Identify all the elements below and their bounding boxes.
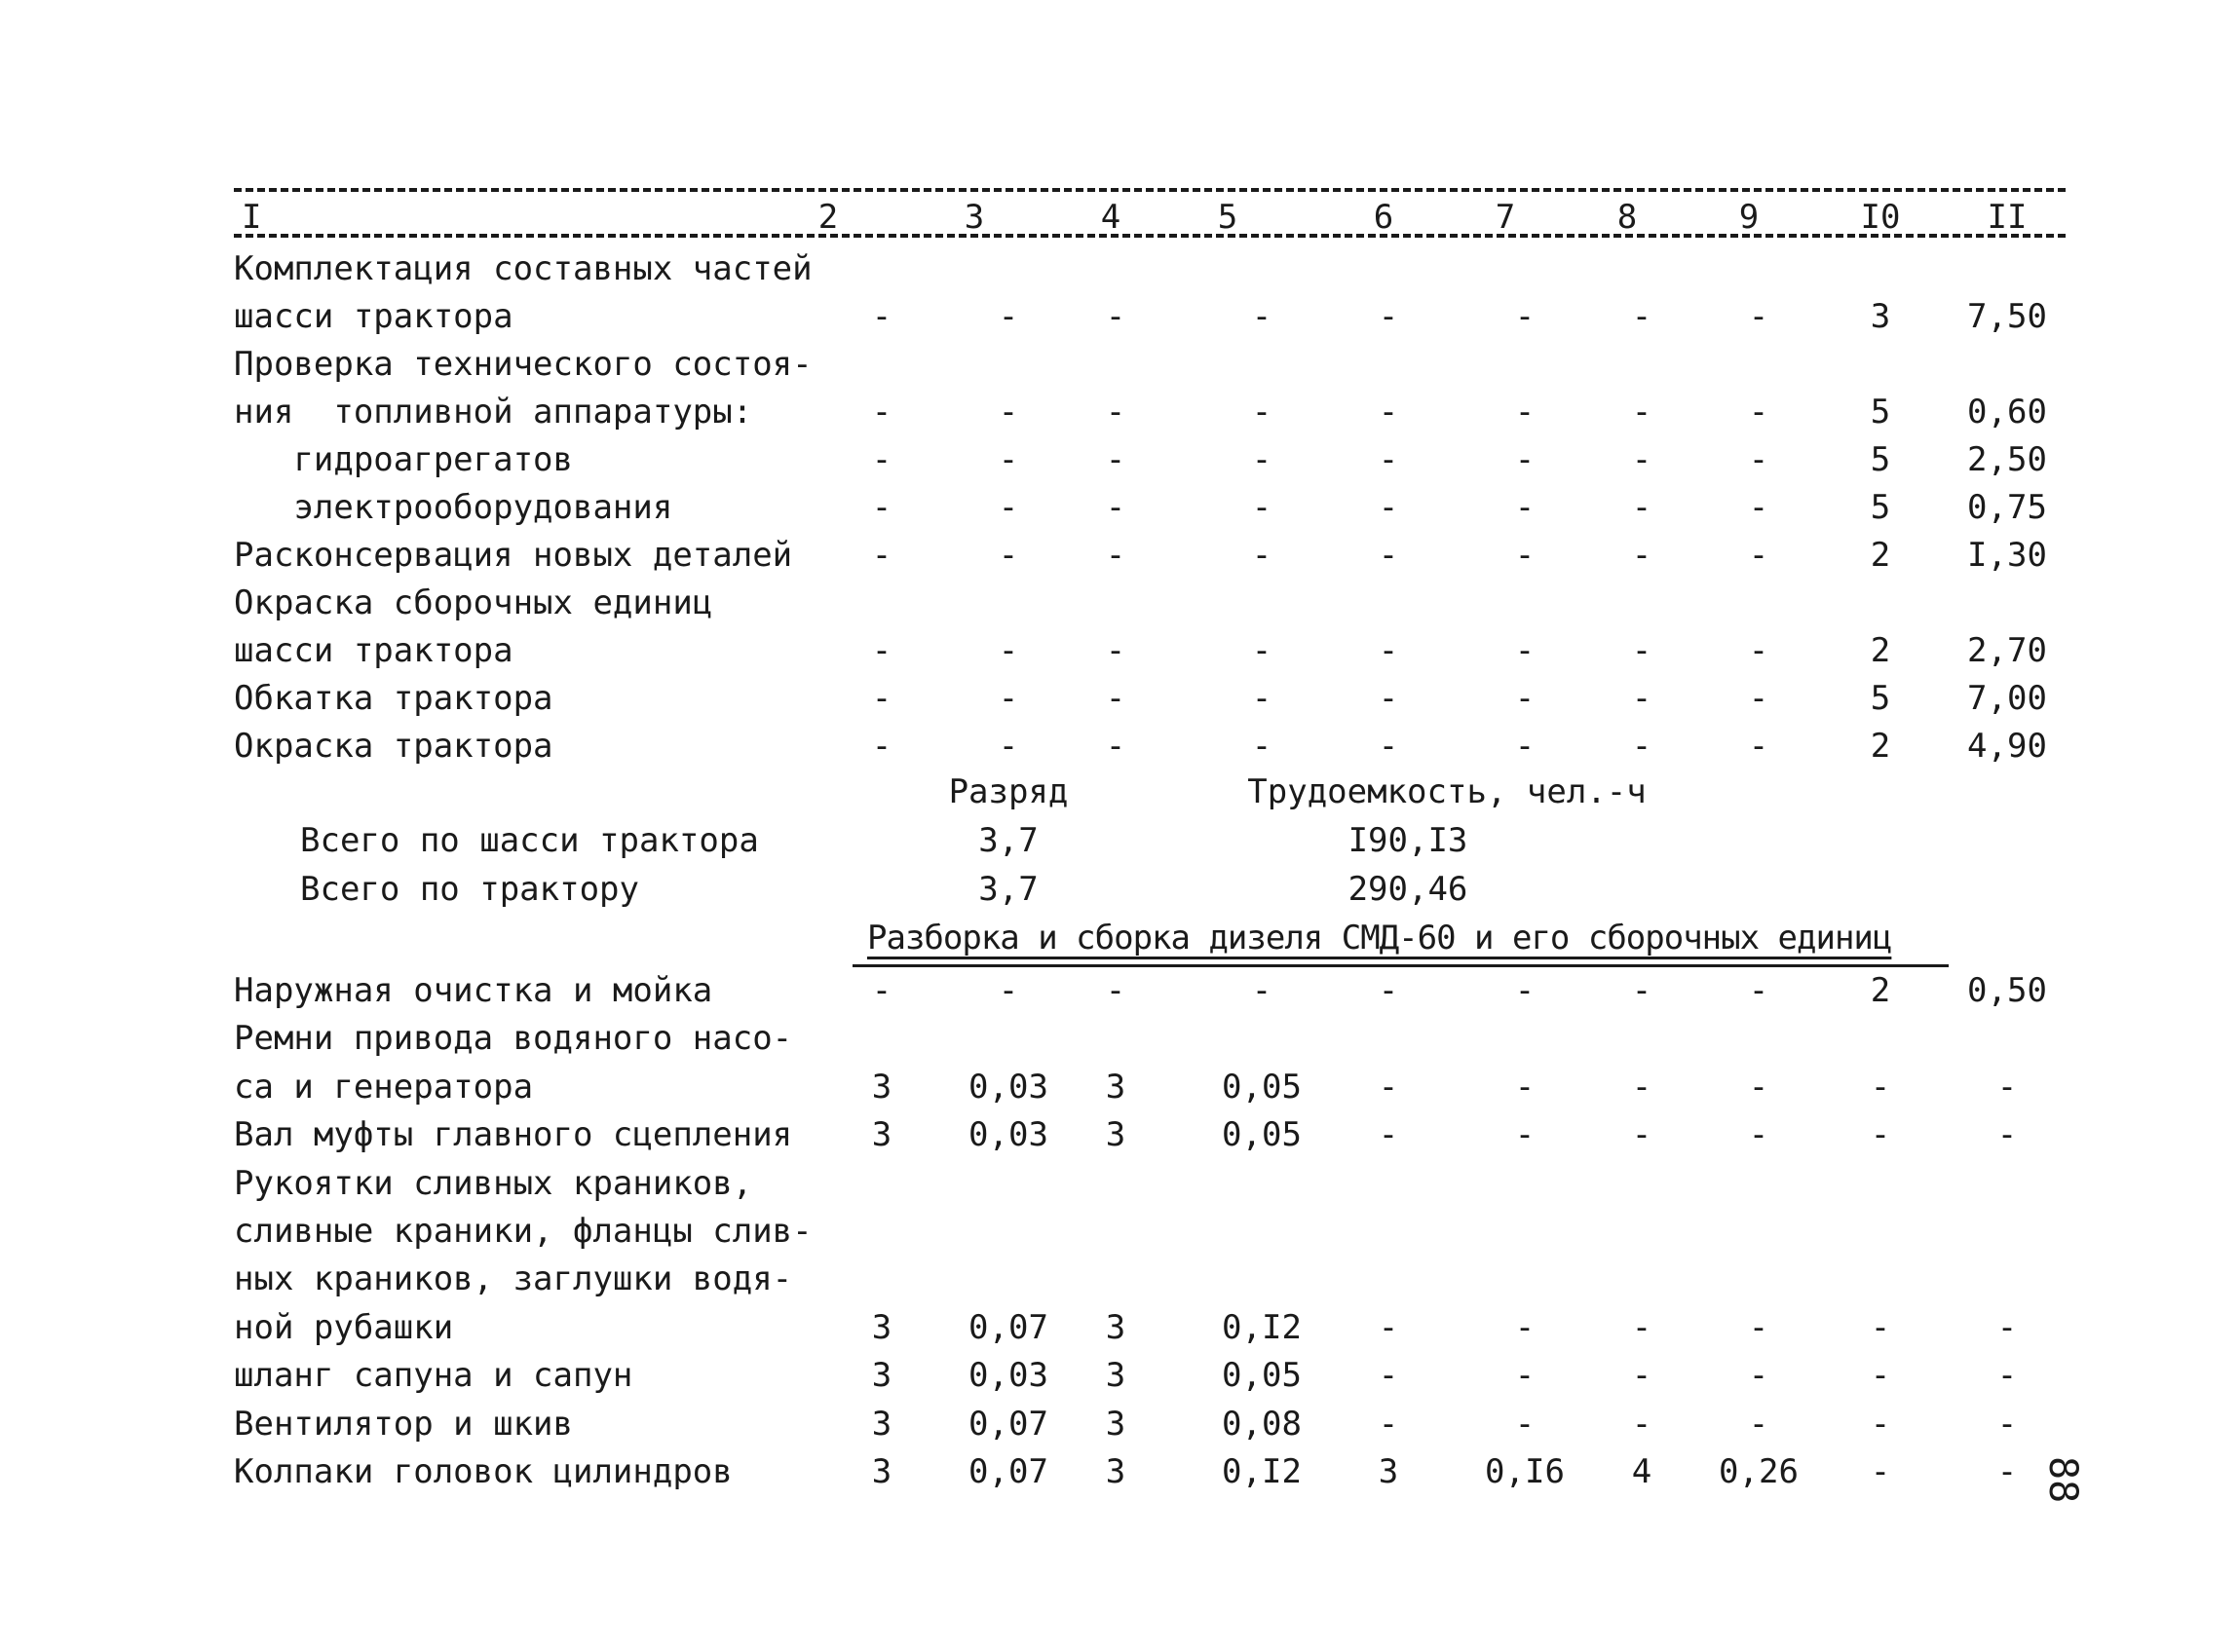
row-cell: -	[871, 679, 892, 718]
row-cell: -	[1631, 393, 1652, 432]
row-cell: -	[1748, 536, 1769, 575]
row-cell: -	[1748, 1307, 1769, 1347]
summary-row-labor: 290,46	[1347, 870, 1468, 909]
row-label: шланг сапуна и сапун	[234, 1356, 633, 1396]
row-cell: 3	[871, 1307, 892, 1347]
row-cell: -	[1514, 297, 1536, 336]
row-label: Проверка технического состоя-	[234, 345, 813, 384]
row-cell: 0,03	[968, 1356, 1048, 1396]
row-cell: 0,07	[968, 1404, 1048, 1444]
row-cell: -	[1748, 1067, 1769, 1107]
row-cell: -	[1514, 440, 1536, 479]
row-label: Обкатка трактора	[234, 679, 553, 718]
row-cell: -	[998, 631, 1019, 670]
row-label: ния топливной аппаратуры:	[234, 393, 753, 432]
row-cell: 0,05	[1222, 1356, 1302, 1396]
row-cell: -	[1996, 1404, 2018, 1444]
row-cell: 3	[1870, 297, 1891, 336]
row-cell: -	[1748, 393, 1769, 432]
row-cell: 3	[1105, 1452, 1126, 1491]
row-cell: -	[1996, 1067, 2018, 1107]
row-cell: 4	[1631, 1452, 1652, 1491]
row-label: сливные краники, фланцы слив-	[234, 1212, 813, 1251]
row-label: Наружная очистка и мойка	[234, 971, 713, 1010]
row-cell: 2	[1870, 536, 1891, 575]
row-cell: -	[1105, 631, 1126, 670]
row-cell: -	[1514, 631, 1536, 670]
row-cell: -	[1631, 488, 1652, 527]
row-cell: -	[1748, 440, 1769, 479]
row-cell: 3	[871, 1452, 892, 1491]
row-cell: -	[1514, 727, 1536, 766]
row-cell: -	[1514, 971, 1536, 1010]
header-bottom-rule	[234, 234, 2066, 238]
row-cell: -	[871, 488, 892, 527]
row-cell: 3	[1378, 1452, 1399, 1491]
row-cell: -	[1105, 679, 1126, 718]
row-cell: -	[1870, 1115, 1891, 1155]
row-cell: -	[871, 631, 892, 670]
row-cell: -	[1105, 393, 1126, 432]
row-label: Расконсервация новых деталей	[234, 536, 793, 575]
row-cell: -	[1105, 727, 1126, 766]
row-cell: -	[1631, 971, 1652, 1010]
row-cell: -	[1251, 727, 1272, 766]
row-cell: -	[1251, 631, 1272, 670]
row-cell: -	[1748, 1356, 1769, 1396]
row-cell: -	[1251, 536, 1272, 575]
row-label: гидроагрегатов	[234, 440, 573, 479]
row-cell: 3	[871, 1067, 892, 1107]
column-header: 5	[1217, 198, 1238, 237]
row-cell: 2	[1870, 971, 1891, 1010]
row-cell: -	[998, 440, 1019, 479]
row-cell: -	[1631, 536, 1652, 575]
row-cell: 3	[1105, 1404, 1126, 1444]
section-title: Разборка и сборка дизеля СМД-60 и его сборочных единиц	[867, 919, 1892, 957]
row-label: Ремни привода водяного насо-	[234, 1019, 793, 1059]
row-cell: -	[1378, 536, 1399, 575]
row-cell: -	[998, 727, 1019, 766]
row-cell: -	[1748, 727, 1769, 766]
row-cell: -	[1378, 297, 1399, 336]
row-cell: -	[1514, 488, 1536, 527]
row-cell: 0,I2	[1222, 1307, 1302, 1347]
row-cell: -	[871, 536, 892, 575]
header-top-rule	[234, 188, 2066, 192]
row-cell: -	[1748, 1404, 1769, 1444]
row-cell: 0,08	[1222, 1404, 1302, 1444]
row-cell: -	[1378, 440, 1399, 479]
row-cell: -	[1251, 297, 1272, 336]
row-cell: -	[1378, 679, 1399, 718]
row-cell: -	[1631, 297, 1652, 336]
column-header: I	[242, 198, 262, 237]
row-cell: -	[1514, 1307, 1536, 1347]
row-cell: 0,03	[968, 1115, 1048, 1155]
row-cell: -	[1870, 1452, 1891, 1491]
row-cell: -	[1631, 727, 1652, 766]
column-header: 7	[1495, 198, 1516, 237]
row-cell: -	[1748, 1115, 1769, 1155]
row-label: Комплектация составных частей	[234, 249, 813, 288]
row-cell: -	[1251, 488, 1272, 527]
summary-row-labor: I90,I3	[1347, 821, 1468, 860]
row-cell: -	[1514, 393, 1536, 432]
row-cell: -	[1514, 679, 1536, 718]
row-cell: -	[1378, 1356, 1399, 1396]
row-cell: -	[1631, 1356, 1652, 1396]
row-cell: -	[1105, 488, 1126, 527]
row-cell: -	[1748, 679, 1769, 718]
column-header: 9	[1738, 198, 1760, 237]
row-label: са и генератора	[234, 1067, 534, 1107]
row-cell: 2	[1870, 631, 1891, 670]
row-cell: 3	[871, 1115, 892, 1155]
column-header: 4	[1100, 198, 1121, 237]
row-cell: -	[998, 971, 1019, 1010]
row-cell: -	[1631, 440, 1652, 479]
row-label: Рукоятки сливных краников,	[234, 1163, 753, 1203]
column-header: 8	[1616, 198, 1638, 237]
row-cell: 0,75	[1967, 488, 2047, 527]
row-cell: 5	[1870, 440, 1891, 479]
row-cell: 0,60	[1967, 393, 2047, 432]
row-cell: 0,07	[968, 1452, 1048, 1491]
row-cell: -	[1996, 1356, 2018, 1396]
row-cell: -	[1870, 1356, 1891, 1396]
row-cell: -	[1631, 1404, 1652, 1444]
row-cell: -	[1514, 1356, 1536, 1396]
row-cell: -	[1105, 440, 1126, 479]
row-cell: 0,03	[968, 1067, 1048, 1107]
row-cell: 7,00	[1967, 679, 2047, 718]
row-cell: -	[871, 297, 892, 336]
row-cell: I,30	[1967, 536, 2047, 575]
row-cell: 0,07	[968, 1307, 1048, 1347]
section-title-rule	[853, 964, 1949, 967]
row-label: Вал муфты главного сцепления	[234, 1115, 793, 1155]
row-cell: -	[1748, 631, 1769, 670]
row-cell: -	[1514, 1067, 1536, 1107]
page-number: 88	[2040, 1456, 2085, 1504]
row-cell: -	[1514, 1115, 1536, 1155]
row-label: шасси трактора	[234, 631, 513, 670]
row-label: Вентилятор и шкив	[234, 1404, 573, 1444]
row-label: Колпаки головок цилиндров	[234, 1452, 733, 1491]
row-cell: 2	[1870, 727, 1891, 766]
row-cell: 0,05	[1222, 1115, 1302, 1155]
labor-label: Трудоемкость, чел.-ч	[1247, 772, 1647, 811]
row-cell: -	[1631, 1307, 1652, 1347]
row-cell: -	[1251, 440, 1272, 479]
row-cell: 4,90	[1967, 727, 2047, 766]
row-cell: 0,26	[1719, 1452, 1799, 1491]
column-header: 3	[964, 198, 985, 237]
column-header: II	[1987, 198, 2028, 237]
row-cell: 5	[1870, 488, 1891, 527]
row-cell: -	[1996, 1452, 2018, 1491]
summary-row-label: Всего по трактору	[300, 870, 639, 909]
row-cell: 3	[871, 1404, 892, 1444]
row-cell: 0,I6	[1485, 1452, 1565, 1491]
row-cell: -	[1378, 1307, 1399, 1347]
row-cell: -	[1378, 488, 1399, 527]
row-cell: -	[1870, 1307, 1891, 1347]
row-cell: -	[1251, 971, 1272, 1010]
row-cell: 3	[1105, 1067, 1126, 1107]
row-cell: -	[1514, 1404, 1536, 1444]
row-cell: -	[1105, 971, 1126, 1010]
row-cell: 3	[871, 1356, 892, 1396]
row-cell: -	[871, 971, 892, 1010]
row-cell: -	[1378, 1115, 1399, 1155]
row-cell: 0,I2	[1222, 1452, 1302, 1491]
row-label: Окраска сборочных единиц	[234, 583, 713, 622]
row-label: Окраска трактора	[234, 727, 553, 766]
row-cell: 3	[1105, 1307, 1126, 1347]
row-cell: -	[1631, 1067, 1652, 1107]
row-cell: -	[1105, 536, 1126, 575]
row-cell: -	[1378, 1067, 1399, 1107]
row-cell: -	[998, 297, 1019, 336]
row-cell: -	[1870, 1404, 1891, 1444]
row-cell: -	[871, 727, 892, 766]
row-cell: 5	[1870, 679, 1891, 718]
row-cell: -	[1251, 679, 1272, 718]
row-cell: -	[1378, 393, 1399, 432]
summary-row-label: Всего по шасси трактора	[300, 821, 759, 860]
row-cell: -	[1378, 631, 1399, 670]
row-cell: -	[1870, 1067, 1891, 1107]
row-cell: 0,05	[1222, 1067, 1302, 1107]
row-cell: 2,70	[1967, 631, 2047, 670]
column-header: 6	[1373, 198, 1394, 237]
row-cell: 7,50	[1967, 297, 2047, 336]
row-cell: -	[1251, 393, 1272, 432]
rank-label: Разряд	[948, 772, 1069, 811]
summary-row-rank: 3,7	[978, 870, 1039, 909]
column-header: 2	[817, 198, 839, 237]
row-label: ной рубашки	[234, 1307, 454, 1347]
row-cell: -	[1378, 727, 1399, 766]
row-cell: -	[998, 536, 1019, 575]
row-cell: -	[1631, 1115, 1652, 1155]
row-cell: 5	[1870, 393, 1891, 432]
row-cell: 2,50	[1967, 440, 2047, 479]
row-cell: 0,50	[1967, 971, 2047, 1010]
column-header: I0	[1860, 198, 1901, 237]
row-cell: -	[1514, 536, 1536, 575]
row-label: ных краников, заглушки водя-	[234, 1259, 793, 1299]
row-cell: -	[1631, 631, 1652, 670]
row-cell: -	[1631, 679, 1652, 718]
row-cell: -	[1378, 1404, 1399, 1444]
row-cell: -	[998, 393, 1019, 432]
row-cell: 3	[1105, 1356, 1126, 1396]
row-cell: -	[1105, 297, 1126, 336]
row-cell: -	[998, 488, 1019, 527]
row-cell: -	[1748, 971, 1769, 1010]
row-label: электрооборудования	[234, 488, 673, 527]
row-cell: -	[1378, 971, 1399, 1010]
row-cell: -	[1996, 1307, 2018, 1347]
row-cell: -	[1748, 488, 1769, 527]
row-label: шасси трактора	[234, 297, 513, 336]
summary-row-rank: 3,7	[978, 821, 1039, 860]
row-cell: -	[1748, 297, 1769, 336]
row-cell: -	[1996, 1115, 2018, 1155]
row-cell: -	[871, 393, 892, 432]
row-cell: -	[871, 440, 892, 479]
row-cell: -	[998, 679, 1019, 718]
row-cell: 3	[1105, 1115, 1126, 1155]
